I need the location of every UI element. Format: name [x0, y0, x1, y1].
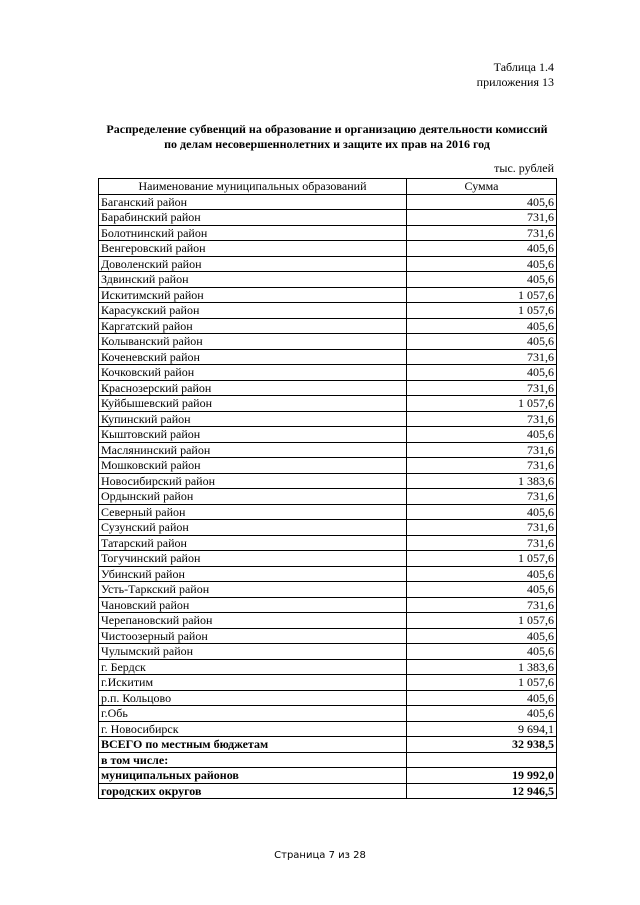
table-row — [99, 535, 557, 551]
municipal-row — [99, 768, 557, 784]
table-row — [99, 194, 557, 210]
table-row — [99, 334, 557, 350]
amount-value: 731,6 — [407, 225, 557, 241]
units-label: тыс. рублей — [494, 161, 554, 175]
amount-value: 405,6 — [407, 256, 557, 272]
amount-value: 405,6 — [407, 644, 557, 660]
table-row — [99, 489, 557, 505]
table-row — [99, 551, 557, 567]
appendix-reference: приложения 13 — [476, 75, 554, 89]
amount-value: 405,6 — [407, 334, 557, 350]
amount-value: 405,6 — [407, 628, 557, 644]
table-row — [99, 520, 557, 536]
municipal-value: 19 992,0 — [407, 768, 557, 784]
municipality-name: Карасукский район — [99, 303, 407, 319]
title-line-1: Распределение субвенций на образование и организацию деятельности комиссий — [106, 122, 548, 136]
municipality-name: г. Новосибирск — [99, 721, 407, 737]
municipality-name: Татарский район — [99, 535, 407, 551]
table-row — [99, 210, 557, 226]
table-row — [99, 225, 557, 241]
amount-value: 1 057,6 — [407, 613, 557, 629]
amount-value: 9 694,1 — [407, 721, 557, 737]
municipality-name: Каргатский район — [99, 318, 407, 334]
table-row — [99, 566, 557, 582]
table-row — [99, 427, 557, 443]
amount-value: 405,6 — [407, 690, 557, 706]
table-row — [99, 613, 557, 629]
total-value: 32 938,5 — [407, 737, 557, 753]
municipality-name: Искитимский район — [99, 287, 407, 303]
municipality-name: Новосибирский район — [99, 473, 407, 489]
table-row — [99, 287, 557, 303]
municipality-name: Черепановский район — [99, 613, 407, 629]
table-header-row — [99, 179, 557, 195]
table-row — [99, 256, 557, 272]
amount-value: 405,6 — [407, 566, 557, 582]
amount-value: 405,6 — [407, 318, 557, 334]
table-row — [99, 396, 557, 412]
municipality-name: Северный район — [99, 504, 407, 520]
table-row — [99, 644, 557, 660]
municipality-name: Краснозерский район — [99, 380, 407, 396]
amount-value: 731,6 — [407, 442, 557, 458]
table-row — [99, 675, 557, 691]
municipality-name: Купинский район — [99, 411, 407, 427]
municipality-name: Чулымский район — [99, 644, 407, 660]
table-row — [99, 504, 557, 520]
amount-value: 731,6 — [407, 210, 557, 226]
municipality-name: Чановский район — [99, 597, 407, 613]
municipality-name: Ордынский район — [99, 489, 407, 505]
urban-value: 12 946,5 — [407, 783, 557, 799]
amount-value: 1 057,6 — [407, 675, 557, 691]
municipality-name: г.Искитим — [99, 675, 407, 691]
amount-value: 731,6 — [407, 520, 557, 536]
urban-row — [99, 783, 557, 799]
municipality-name: Чистоозерный район — [99, 628, 407, 644]
amount-value: 731,6 — [407, 489, 557, 505]
municipality-name: Доволенский район — [99, 256, 407, 272]
amount-value: 1 057,6 — [407, 287, 557, 303]
amount-value: 731,6 — [407, 380, 557, 396]
table-row — [99, 303, 557, 319]
header-sum: Сумма — [407, 179, 557, 195]
amount-value: 405,6 — [407, 427, 557, 443]
municipality-name: Венгеровский район — [99, 241, 407, 257]
municipality-name: Здвинский район — [99, 272, 407, 288]
table-row — [99, 690, 557, 706]
including-value — [407, 752, 557, 768]
amount-value: 1 057,6 — [407, 396, 557, 412]
table-row — [99, 380, 557, 396]
subvention-table — [98, 178, 557, 799]
table-row — [99, 442, 557, 458]
table-number: Таблица 1.4 — [493, 60, 554, 74]
table-row — [99, 318, 557, 334]
table-row — [99, 272, 557, 288]
table-row — [99, 458, 557, 474]
amount-value: 1 057,6 — [407, 303, 557, 319]
municipality-name: Убинский район — [99, 566, 407, 582]
table-row — [99, 706, 557, 722]
including-row — [99, 752, 557, 768]
urban-label: городских округов — [99, 783, 407, 799]
table-row — [99, 628, 557, 644]
municipality-name: Куйбышевский район — [99, 396, 407, 412]
total-label: ВСЕГО по местным бюджетам — [99, 737, 407, 753]
municipality-name: Кыштовский район — [99, 427, 407, 443]
amount-value: 731,6 — [407, 349, 557, 365]
page-title — [92, 122, 562, 152]
municipality-name: Мошковский район — [99, 458, 407, 474]
municipality-name: Коченевский район — [99, 349, 407, 365]
table-row — [99, 365, 557, 381]
total-row — [99, 737, 557, 753]
amount-value: 731,6 — [407, 458, 557, 474]
table-row — [99, 473, 557, 489]
table-row — [99, 241, 557, 257]
amount-value: 405,6 — [407, 241, 557, 257]
municipality-name: Колыванский район — [99, 334, 407, 350]
amount-value: 731,6 — [407, 411, 557, 427]
page-footer: Страница 7 из 28 — [274, 850, 366, 861]
amount-value: 1 057,6 — [407, 551, 557, 567]
table-row — [99, 597, 557, 613]
table-caption — [477, 60, 554, 90]
municipal-label: муниципальных районов — [99, 768, 407, 784]
amount-value: 1 383,6 — [407, 473, 557, 489]
municipality-name: Барабинский район — [99, 210, 407, 226]
municipality-name: Болотнинский район — [99, 225, 407, 241]
header-name: Наименование муниципальных образований — [99, 179, 407, 195]
amount-value: 405,6 — [407, 504, 557, 520]
municipality-name: Кочковский район — [99, 365, 407, 381]
municipality-name: Баганский район — [99, 194, 407, 210]
municipality-name: Маслянинский район — [99, 442, 407, 458]
municipality-name: Сузунский район — [99, 520, 407, 536]
amount-value: 731,6 — [407, 535, 557, 551]
amount-value: 405,6 — [407, 194, 557, 210]
municipality-name: г.Обь — [99, 706, 407, 722]
table-row — [99, 659, 557, 675]
amount-value: 731,6 — [407, 597, 557, 613]
amount-value: 405,6 — [407, 365, 557, 381]
municipality-name: г. Бердск — [99, 659, 407, 675]
municipality-name: р.п. Кольцово — [99, 690, 407, 706]
amount-value: 405,6 — [407, 272, 557, 288]
including-label: в том числе: — [99, 752, 407, 768]
table-row — [99, 582, 557, 598]
table-row — [99, 721, 557, 737]
amount-value: 405,6 — [407, 582, 557, 598]
amount-value: 1 383,6 — [407, 659, 557, 675]
table-row — [99, 411, 557, 427]
municipality-name: Усть-Таркский район — [99, 582, 407, 598]
title-line-2: по делам несовершеннолетних и защите их прав на 2016 год — [164, 137, 490, 151]
table-row — [99, 349, 557, 365]
municipality-name: Тогучинский район — [99, 551, 407, 567]
amount-value: 405,6 — [407, 706, 557, 722]
